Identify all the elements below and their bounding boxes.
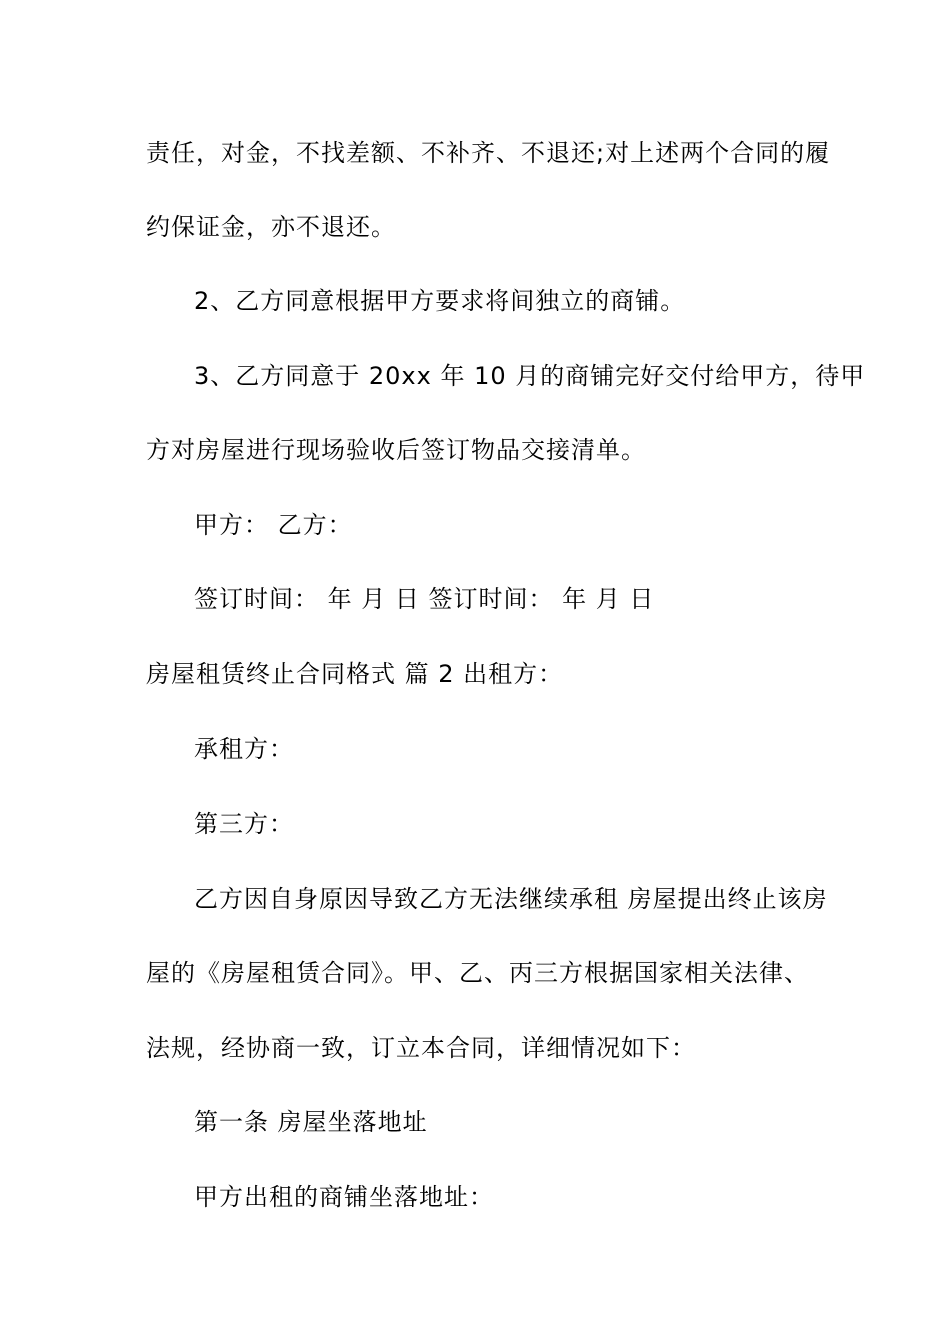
paragraph-line: 3、乙方同意于 20xx 年 10 月的商铺完好交付给甲方，待甲 [194,362,866,390]
section-heading-line: 房屋租赁终止合同格式 篇 2 出租方： [146,660,564,688]
article-heading-line: 第一条 房屋坐落地址 [194,1108,428,1136]
paragraph-line: 甲方出租的商铺坐落地址： [194,1183,494,1211]
party-line: 第三方： [194,810,294,838]
signature-date-line: 签订时间： 年 月 日 签订时间： 年 月 日 [194,585,655,613]
party-line: 承租方： [194,735,294,763]
paragraph-line: 约保证金，亦不退还。 [146,213,396,241]
paragraph-line: 责任，对金，不找差额、不补齐、不退还;对上述两个合同的履 [146,139,831,167]
paragraph-line: 屋的《房屋租赁合同》。甲、乙、丙三方根据国家相关法律、 [146,959,809,987]
paragraph-line: 乙方因自身原因导致乙方无法继续承租 房屋提出终止该房 [194,885,828,913]
paragraph-line: 法规，经协商一致，订立本合同，详细情况如下： [146,1034,696,1062]
signature-parties-line: 甲方： 乙方： [194,511,353,539]
paragraph-line: 方对房屋进行现场验收后签订物品交接清单。 [146,436,646,464]
paragraph-line: 2、乙方同意根据甲方要求将间独立的商铺。 [194,287,686,315]
